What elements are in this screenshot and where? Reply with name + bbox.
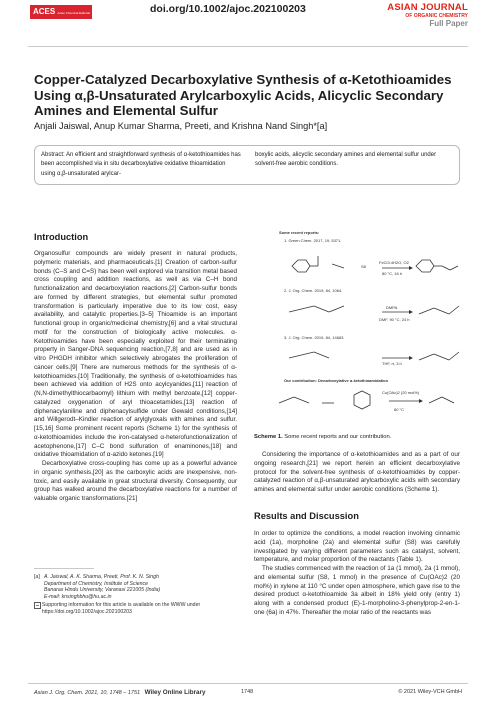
journal-name-line2: OF ORGANIC CHEMISTRY xyxy=(405,13,468,19)
reaction-1-conditions-top: FeCl3.4H2O, O2 xyxy=(379,260,409,265)
affiliation-line: Department of Chemistry, Institute of Science xyxy=(44,580,148,587)
contribution-conditions-top: Cu(OAc)2 (20 mol%) xyxy=(382,390,420,395)
scheme-caption xyxy=(254,434,391,440)
scheme-1 xyxy=(254,230,464,430)
reaction-1-conditions-bottom: 80 °C, 16 h xyxy=(382,271,403,276)
reaction-1-sulfur: S8 xyxy=(361,264,366,269)
publisher-badge xyxy=(30,5,92,30)
affiliation-line: A. Jaiswal, A. K. Sharma, Preeti, Prof. K. N. Singh xyxy=(44,574,159,580)
reaction-2-structures xyxy=(284,292,464,330)
results-paragraph-1: In order to optimize the conditions, a model reaction involving cinnamic acid (1a), morpholine (2a) and elemental sulfur (S8) was carefully investigated by varying different parameters such as catalyst, solvent, temperature, and molar proportion of the reactants (Table 1). xyxy=(254,530,460,564)
abstract-text-left: Abstract: An efficient and straightforward synthesis of α-ketothioamides has been accomplished via in situ decarboxylative oxidative thioamidation using α,β-unsaturated arylcar- xyxy=(41,152,241,177)
footer-divider xyxy=(28,683,468,684)
scheme-ref-2: 2. J. Org. Chem. 2019, 84, 1064. xyxy=(284,288,343,293)
affiliation-footnote xyxy=(34,574,239,616)
journal-name-line1: ASIAN JOURNAL xyxy=(387,2,468,13)
scheme-caption-text: Some recent reports and our contribution. xyxy=(282,434,392,440)
reaction-1-structures xyxy=(284,244,464,284)
reaction-2-conditions-top: DMPA xyxy=(386,305,398,310)
abstract-box xyxy=(34,145,460,185)
supporting-info-text[interactable]: Supporting information for this article is available on the WWW under https://doi.org/10.1002/ajoc.202100203 xyxy=(41,602,201,615)
header-divider xyxy=(28,46,468,47)
affiliation-label: [a] xyxy=(34,574,40,580)
doi-link[interactable]: doi.org/10.1002/ajoc.202100203 xyxy=(150,3,306,15)
affiliation-email[interactable]: E-mail: knsinghbhu@hu.ac.in xyxy=(44,593,112,600)
footer-citation xyxy=(34,689,205,696)
results-body xyxy=(254,530,460,618)
contribution-structures xyxy=(274,385,464,417)
right-column-paragraph-1 xyxy=(254,451,460,495)
intro-paragraph-1: Organosulfur compounds are widely present in natural products, polymeric materials, and pharmaceuticals.[1] Creation of carbon-sulfur bonds (C–S and C=S) has been well explored via transition metal based cross coupling and addition reactions, as well as via C–H bond functionalization and decarboxylation reactions.[2] Carbon-sulfur bonds are formed by different strategies, but elemental sulfur promoted transformation is particularly imperative due to its low cost, easy availability, and catalytic properties.[3–5] Thioamide is an important functional group in organic/medicinal chemistry,[6] and a vital structural motif for the construction of biologically active molecules. α-Ketothioamides have been especially exploited for their terminating property in Sanger-DNA sequencing reaction,[7,8] and are used as in vitro PHGDH inhibitor which selectively abrogates the proliferation of cancer cells.[9] There are numerous methods for the synthesis of α-ketothioamides.[10] Traditionally, the synthesis of α-ketothioamides has been achieved via addition of H2S onto acylcyanides,[11] reaction of (N,N-dimethylthiocarbaomyl) lithium with methyl benzoate,[12] copper-catalyzed oxygenation of aryl thioacetamides,[13] reaction of diphenacylaniline and diphenacylsulfide under Gewald conditions,[14] and Willgerodt–Kindler reaction of arylglyoxals with amines and sulfur.[15,16] Some prominent recent reports (Scheme 1) for the synthesis of α-ketothioamides include the iron-catalysed α-heterofunctionalization of acetophenone,[17] C–C bond sulfuration of enaminones,[18] and oxidative thioamidation of α-azido ketones.[19] xyxy=(34,250,237,459)
reaction-2-conditions-bottom: DMF, 90 °C, 24 h xyxy=(379,317,410,322)
reaction-3-conditions-bottom: THF, rt, 3 h xyxy=(382,361,402,366)
page-number: 1748 xyxy=(241,689,254,695)
scheme-ref-1: 1. Green Chem. 2017, 19, 5371. xyxy=(284,238,342,243)
results-heading: Results and Discussion xyxy=(254,511,359,521)
author-list: Anjali Jaiswal, Anup Kumar Sharma, Preeti, and Krishna Nand Singh*[a] xyxy=(34,121,328,131)
reaction-3-structures xyxy=(284,340,464,376)
wiley-online-library[interactable]: Wiley Online Library xyxy=(144,689,206,696)
abstract-text-right: boxylic acids, alicyclic secondary amines and elemental sulfur under solvent-free aerobic conditions. xyxy=(255,152,437,168)
journal-logo xyxy=(387,2,468,28)
intro-paragraph-2: Decarboxylative cross-coupling has come up as a powerful advance in organic synthesis,[20] as the carboxylic acids are inexpensive, non-toxic, and easily available in great structural diversity. Consequently, our group has walked around the decarboxylative reactions for a number of valuable organic transformations.[21] xyxy=(34,460,237,502)
scheme-contribution: Our contribution: Decarboxylative α-ketothioamidation xyxy=(284,378,389,383)
considering-paragraph: Considering the importance of α-ketothioamides and as a part of our ongoing research,[21] we report herein an efficient decarboxylative protocol for the solvent-free synthesis of α-ketothioamides by copper-catalyzed reaction of α,β-unsaturated arylcarboxylic acids with secondary amines and elemental sulfur under aerobic conditions (Scheme 1). xyxy=(254,451,460,493)
scheme-header: Some recent reports: xyxy=(279,230,320,235)
article-title: Copper-Catalyzed Decarboxylative Synthesis of α-Ketothioamides Using α,β-Unsaturated Arylcarboxylic Acids, Alicyclic Secondary Amines and Elemental Sulfur xyxy=(34,72,452,118)
results-paragraph-2: The studies commenced with the reaction of 1a (1 mmol), 2a (1 mmol), and elemental sulfur (S8, 1 mmol) in the presence of Cu(OAc)2 (20 mol%) in xylene at 110 °C under open atmosphere, which gave rise to the desired product α-ketothioamide 3a albeit in 18% yield only (entry 1) along with a condensed product (E)-1-morpholino-3-phenylprop-2-en-1-one (6a) in 47%. Thereafter the molar ratio of the reactants was xyxy=(254,565,460,616)
citation-text: Asian J. Org. Chem. 2021, 10, 1748 – 1751 xyxy=(34,690,141,696)
introduction-heading: Introduction xyxy=(34,232,89,242)
scheme-caption-label: Scheme 1. xyxy=(254,434,283,440)
scheme-ref-3: 3. J. Org. Chem. 2019, 84, 14683. xyxy=(284,335,345,340)
introduction-body xyxy=(34,250,237,504)
article-type: Full Paper xyxy=(429,19,468,28)
publisher-badge-label: ACES xyxy=(33,7,56,16)
copyright: © 2021 Wiley-VCH GmbH xyxy=(398,689,462,695)
affiliation-line: Banaras Hindu University, Varanasi 221005 (India) xyxy=(44,587,161,594)
footnote-divider xyxy=(34,568,94,569)
publisher-badge-small: Asian Chemical Editorial Society xyxy=(33,11,90,30)
supporting-info-icon xyxy=(34,602,42,615)
contribution-conditions-bottom: 80 °C xyxy=(394,407,405,412)
